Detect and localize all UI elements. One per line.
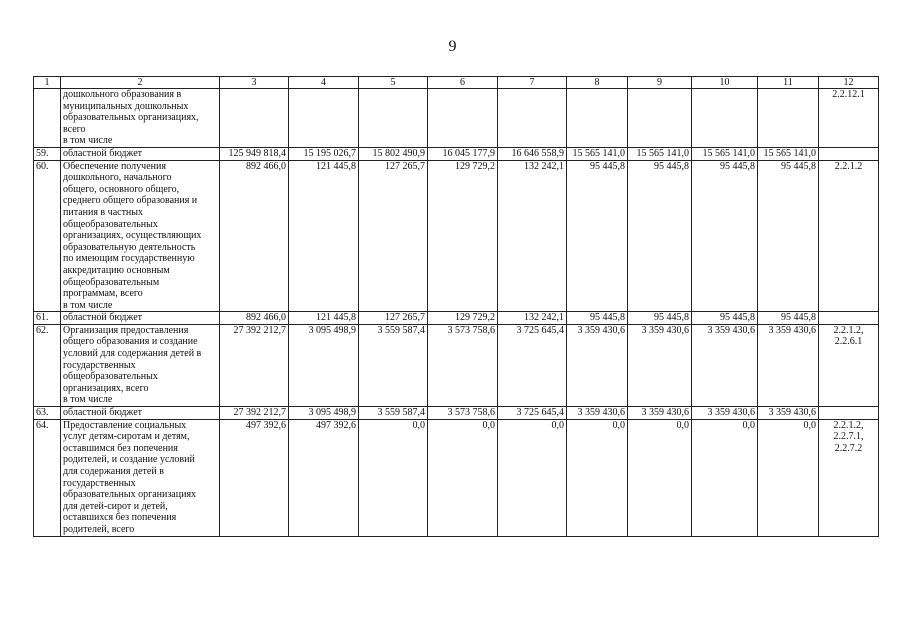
amount-cell: 3 359 430,6	[692, 324, 758, 406]
amount-cell: 16 045 177,9	[428, 147, 498, 160]
amount-cell: 3 573 758,6	[428, 407, 498, 420]
amount-cell: 127 265,7	[359, 160, 428, 312]
amount-cell: 95 445,8	[758, 160, 819, 312]
amount-cell	[359, 89, 428, 148]
program-code: 2.2.1.2, 2.2.7.1, 2.2.7.2	[819, 419, 879, 536]
amount-cell: 27 392 212,7	[220, 407, 289, 420]
amount-cell: 3 359 430,6	[758, 324, 819, 406]
program-code: 2.2.1.2	[819, 160, 879, 312]
amount-cell: 3 359 430,6	[567, 324, 628, 406]
amount-cell: 497 392,6	[289, 419, 359, 536]
amount-cell: 3 559 587,4	[359, 324, 428, 406]
amount-cell: 95 445,8	[567, 312, 628, 325]
row-number: 62.	[34, 324, 61, 406]
row-number: 59.	[34, 147, 61, 160]
row-number	[34, 89, 61, 148]
header-cell-5: 5	[359, 77, 428, 89]
amount-cell: 3 095 498,9	[289, 324, 359, 406]
header-cell-11: 11	[758, 77, 819, 89]
row-description: областной бюджет	[61, 147, 220, 160]
program-code: 2.2.12.1	[819, 89, 879, 148]
table-body	[34, 77, 879, 537]
amount-cell: 95 445,8	[758, 312, 819, 325]
amount-cell: 3 359 430,6	[628, 407, 692, 420]
row-number: 60.	[34, 160, 61, 312]
row-description: Организация предоставления общего образования и создание условий для содержания детей в государственных общеобразовательных организациях, всего в том числе	[61, 324, 220, 406]
header-cell-8: 8	[567, 77, 628, 89]
header-cell-4: 4	[289, 77, 359, 89]
amount-cell	[692, 89, 758, 148]
amount-cell: 3 573 758,6	[428, 324, 498, 406]
row-description: дошкольного образования в муниципальных дошкольных образовательных организациях, всего в том числе	[61, 89, 220, 148]
table-row	[34, 147, 879, 160]
amount-cell: 0,0	[359, 419, 428, 536]
amount-cell: 95 445,8	[692, 312, 758, 325]
row-number: 61.	[34, 312, 61, 325]
table-row	[34, 419, 879, 536]
program-code	[819, 312, 879, 325]
amount-cell: 15 195 026,7	[289, 147, 359, 160]
amount-cell: 95 445,8	[628, 160, 692, 312]
header-cell-3: 3	[220, 77, 289, 89]
program-code: 2.2.1.2, 2.2.6.1	[819, 324, 879, 406]
amount-cell: 3 359 430,6	[758, 407, 819, 420]
amount-cell: 129 729,2	[428, 312, 498, 325]
amount-cell: 15 565 141,0	[758, 147, 819, 160]
amount-cell: 16 646 558,9	[498, 147, 567, 160]
program-code	[819, 407, 879, 420]
header-cell-12: 12	[819, 77, 879, 89]
amount-cell: 129 729,2	[428, 160, 498, 312]
amount-cell: 3 095 498,9	[289, 407, 359, 420]
table-row	[34, 407, 879, 420]
amount-cell: 0,0	[628, 419, 692, 536]
amount-cell: 95 445,8	[567, 160, 628, 312]
amount-cell: 0,0	[692, 419, 758, 536]
row-description: Предоставление социальных услуг детям-сиротам и детям, оставшимся без попечения родителей, и создание условий для содержания детей в государственных образовательных организациях для детей-сирот и детей, оставшихся без попечения родителей, всего	[61, 419, 220, 536]
header-cell-2: 2	[61, 77, 220, 89]
amount-cell: 121 445,8	[289, 160, 359, 312]
amount-cell: 27 392 212,7	[220, 324, 289, 406]
table-header-row	[34, 77, 879, 89]
amount-cell: 15 565 141,0	[692, 147, 758, 160]
amount-cell	[428, 89, 498, 148]
amount-cell: 121 445,8	[289, 312, 359, 325]
page-number: 9	[448, 38, 457, 55]
row-number: 63.	[34, 407, 61, 420]
amount-cell: 125 949 818,4	[220, 147, 289, 160]
amount-cell: 3 559 587,4	[359, 407, 428, 420]
amount-cell	[289, 89, 359, 148]
amount-cell: 3 359 430,6	[567, 407, 628, 420]
amount-cell: 0,0	[567, 419, 628, 536]
table-row	[34, 324, 879, 406]
row-number: 64.	[34, 419, 61, 536]
amount-cell	[567, 89, 628, 148]
amount-cell: 15 802 490,9	[359, 147, 428, 160]
budget-table	[33, 76, 879, 537]
amount-cell: 0,0	[758, 419, 819, 536]
amount-cell: 3 359 430,6	[628, 324, 692, 406]
row-description: областной бюджет	[61, 312, 220, 325]
amount-cell	[220, 89, 289, 148]
header-cell-10: 10	[692, 77, 758, 89]
header-cell-6: 6	[428, 77, 498, 89]
row-description: областной бюджет	[61, 407, 220, 420]
row-description: Обеспечение получения дошкольного, начального общего, основного общего, среднего общего образования и питания в частных общеобразовательных организациях, осуществляющих образовательную деятельность по имеющим государственную аккредитацию основным общеобразовательным программам, всего в том числе	[61, 160, 220, 312]
amount-cell: 15 565 141,0	[567, 147, 628, 160]
program-code	[819, 147, 879, 160]
amount-cell: 3 725 645,4	[498, 407, 567, 420]
amount-cell	[758, 89, 819, 148]
table-row	[34, 89, 879, 148]
amount-cell	[628, 89, 692, 148]
amount-cell: 3 359 430,6	[692, 407, 758, 420]
amount-cell: 95 445,8	[692, 160, 758, 312]
amount-cell: 95 445,8	[628, 312, 692, 325]
amount-cell: 0,0	[498, 419, 567, 536]
amount-cell: 892 466,0	[220, 312, 289, 325]
amount-cell	[498, 89, 567, 148]
table-row	[34, 160, 879, 312]
amount-cell: 132 242,1	[498, 160, 567, 312]
amount-cell: 15 565 141,0	[628, 147, 692, 160]
table-row	[34, 312, 879, 325]
header-cell-1: 1	[34, 77, 61, 89]
amount-cell: 892 466,0	[220, 160, 289, 312]
header-cell-7: 7	[498, 77, 567, 89]
amount-cell: 127 265,7	[359, 312, 428, 325]
amount-cell: 132 242,1	[498, 312, 567, 325]
amount-cell: 0,0	[428, 419, 498, 536]
header-cell-9: 9	[628, 77, 692, 89]
amount-cell: 497 392,6	[220, 419, 289, 536]
amount-cell: 3 725 645,4	[498, 324, 567, 406]
